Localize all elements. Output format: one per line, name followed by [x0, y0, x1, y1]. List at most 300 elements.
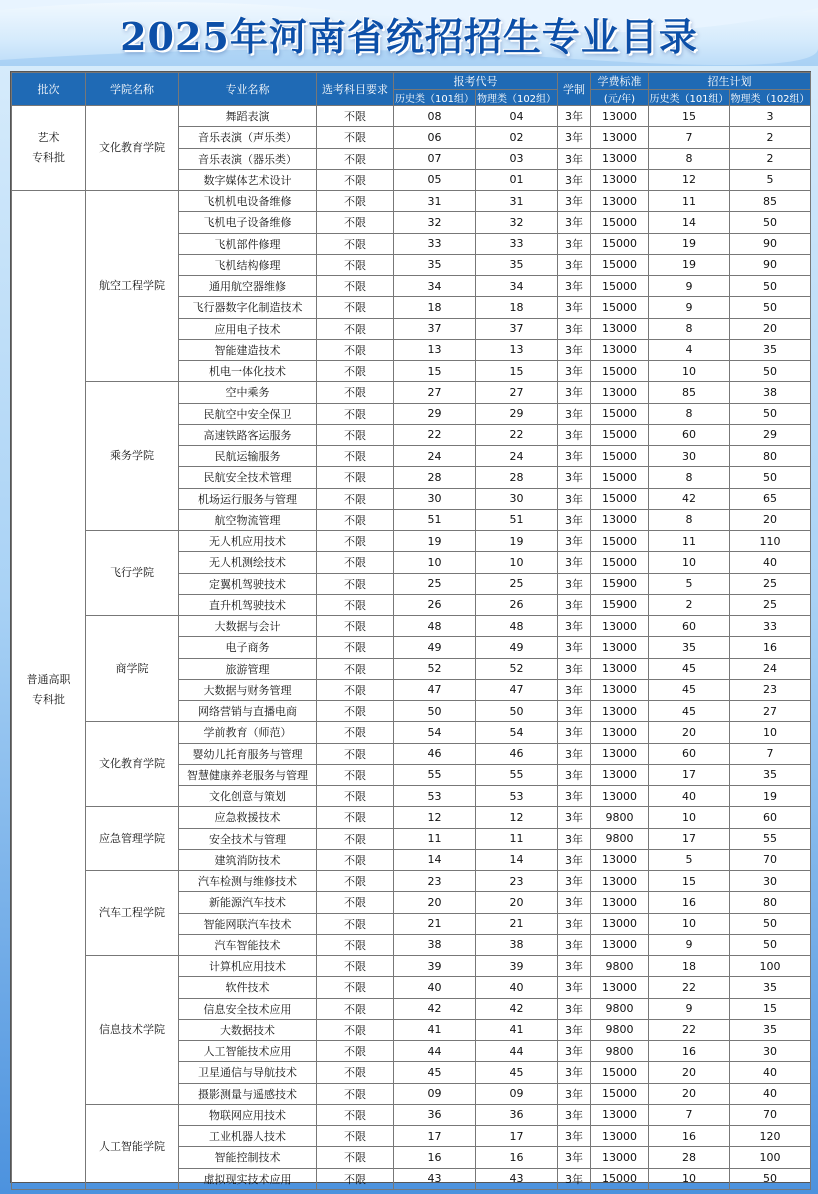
header-code-physics: 物理类（102组）	[476, 90, 558, 106]
duration-cell: 3年	[558, 658, 591, 679]
plan-history-cell: 45	[649, 658, 730, 679]
plan-physics-cell: 15	[730, 998, 811, 1019]
subject-requirement-cell: 不限	[317, 191, 394, 212]
table-header	[12, 73, 811, 106]
code-physics-cell: 45	[476, 1062, 558, 1083]
table-row	[12, 1104, 811, 1125]
header-plan-physics: 物理类（102组）	[730, 90, 811, 106]
plan-history-cell: 14	[649, 212, 730, 233]
plan-physics-cell: 5	[730, 169, 811, 190]
plan-history-cell: 20	[649, 1062, 730, 1083]
plan-history-cell: 60	[649, 743, 730, 764]
subject-requirement-cell: 不限	[317, 318, 394, 339]
plan-physics-cell: 2	[730, 127, 811, 148]
plan-history-cell: 19	[649, 254, 730, 275]
table-row	[12, 871, 811, 892]
duration-cell: 3年	[558, 1041, 591, 1062]
duration-cell: 3年	[558, 679, 591, 700]
code-history-cell: 37	[394, 318, 476, 339]
tuition-cell: 9800	[591, 956, 649, 977]
code-physics-cell: 17	[476, 1126, 558, 1147]
code-history-cell: 09	[394, 1083, 476, 1104]
code-history-cell: 16	[394, 1147, 476, 1168]
code-history-cell: 46	[394, 743, 476, 764]
plan-physics-cell: 25	[730, 594, 811, 615]
duration-cell: 3年	[558, 106, 591, 127]
plan-physics-cell: 33	[730, 616, 811, 637]
duration-cell: 3年	[558, 594, 591, 615]
duration-cell: 3年	[558, 233, 591, 254]
duration-cell: 3年	[558, 148, 591, 169]
major-name-cell: 通用航空器维修	[179, 276, 317, 297]
code-history-cell: 28	[394, 467, 476, 488]
code-history-cell: 30	[394, 488, 476, 509]
code-physics-cell: 39	[476, 956, 558, 977]
code-physics-cell: 46	[476, 743, 558, 764]
code-history-cell: 29	[394, 403, 476, 424]
code-history-cell: 32	[394, 212, 476, 233]
subject-requirement-cell: 不限	[317, 1147, 394, 1168]
admission-catalog-table	[10, 71, 811, 1186]
tuition-cell: 13000	[591, 1126, 649, 1147]
duration-cell: 3年	[558, 573, 591, 594]
duration-cell: 3年	[558, 254, 591, 275]
plan-physics-cell: 50	[730, 934, 811, 955]
tuition-cell: 9800	[591, 998, 649, 1019]
tuition-cell: 9800	[591, 807, 649, 828]
subject-requirement-cell: 不限	[317, 488, 394, 509]
duration-cell: 3年	[558, 828, 591, 849]
plan-physics-cell: 85	[730, 191, 811, 212]
major-name-cell: 智能网联汽车技术	[179, 913, 317, 934]
plan-physics-cell: 16	[730, 637, 811, 658]
batch-cell	[12, 106, 86, 191]
subject-requirement-cell: 不限	[317, 106, 394, 127]
code-history-cell: 23	[394, 871, 476, 892]
major-name-cell: 网络营销与直播电商	[179, 701, 317, 722]
plan-history-cell: 9	[649, 934, 730, 955]
code-history-cell: 47	[394, 679, 476, 700]
header-major: 专业名称	[179, 73, 317, 106]
duration-cell: 3年	[558, 424, 591, 445]
batch-cell	[12, 191, 86, 1190]
major-name-cell: 智慧健康养老服务与管理	[179, 764, 317, 785]
plan-physics-cell: 120	[730, 1126, 811, 1147]
tuition-cell: 13000	[591, 892, 649, 913]
subject-requirement-cell: 不限	[317, 998, 394, 1019]
major-name-cell: 舞蹈表演	[179, 106, 317, 127]
code-physics-cell: 53	[476, 786, 558, 807]
plan-physics-cell: 110	[730, 531, 811, 552]
subject-requirement-cell: 不限	[317, 807, 394, 828]
duration-cell: 3年	[558, 1083, 591, 1104]
college-name-cell: 信息技术学院	[86, 956, 179, 1105]
table-row	[12, 807, 811, 828]
plan-history-cell: 2	[649, 594, 730, 615]
code-physics-cell: 43	[476, 1168, 558, 1189]
plan-history-cell: 18	[649, 956, 730, 977]
subject-requirement-cell: 不限	[317, 956, 394, 977]
duration-cell: 3年	[558, 276, 591, 297]
plan-physics-cell: 23	[730, 679, 811, 700]
duration-cell: 3年	[558, 127, 591, 148]
code-physics-cell: 32	[476, 212, 558, 233]
major-name-cell: 航空物流管理	[179, 509, 317, 530]
tuition-cell: 15000	[591, 1062, 649, 1083]
batch-label: 专科批	[32, 692, 65, 706]
major-name-cell: 大数据与会计	[179, 616, 317, 637]
plan-history-cell: 40	[649, 786, 730, 807]
major-name-cell: 智能建造技术	[179, 339, 317, 360]
code-history-cell: 51	[394, 509, 476, 530]
plan-physics-cell: 19	[730, 786, 811, 807]
code-physics-cell: 14	[476, 849, 558, 870]
table-row	[12, 956, 811, 977]
plan-history-cell: 60	[649, 616, 730, 637]
code-history-cell: 31	[394, 191, 476, 212]
plan-history-cell: 20	[649, 1083, 730, 1104]
plan-physics-cell: 70	[730, 849, 811, 870]
header-college: 学院名称	[86, 73, 179, 106]
tuition-cell: 15000	[591, 467, 649, 488]
code-physics-cell: 15	[476, 361, 558, 382]
duration-cell: 3年	[558, 361, 591, 382]
tuition-cell: 15900	[591, 573, 649, 594]
duration-cell: 3年	[558, 786, 591, 807]
major-name-cell: 软件技术	[179, 977, 317, 998]
tuition-cell: 13000	[591, 764, 649, 785]
duration-cell: 3年	[558, 1062, 591, 1083]
header-batch: 批次	[12, 73, 86, 106]
header-tuition: 学费标准	[591, 73, 649, 90]
table-row	[12, 722, 811, 743]
plan-history-cell: 8	[649, 148, 730, 169]
subject-requirement-cell: 不限	[317, 1126, 394, 1147]
major-name-cell: 人工智能技术应用	[179, 1041, 317, 1062]
major-name-cell: 安全技术与管理	[179, 828, 317, 849]
plan-history-cell: 17	[649, 828, 730, 849]
code-history-cell: 55	[394, 764, 476, 785]
plan-physics-cell: 30	[730, 1041, 811, 1062]
plan-history-cell: 28	[649, 1147, 730, 1168]
code-physics-cell: 47	[476, 679, 558, 700]
plan-physics-cell: 25	[730, 573, 811, 594]
tuition-cell: 13000	[591, 658, 649, 679]
plan-history-cell: 12	[649, 169, 730, 190]
subject-requirement-cell: 不限	[317, 169, 394, 190]
duration-cell: 3年	[558, 1126, 591, 1147]
major-name-cell: 定翼机驾驶技术	[179, 573, 317, 594]
plan-physics-cell: 50	[730, 361, 811, 382]
major-name-cell: 电子商务	[179, 637, 317, 658]
plan-physics-cell: 80	[730, 446, 811, 467]
subject-requirement-cell: 不限	[317, 573, 394, 594]
plan-physics-cell: 10	[730, 722, 811, 743]
plan-physics-cell: 60	[730, 807, 811, 828]
plan-physics-cell: 20	[730, 318, 811, 339]
major-name-cell: 新能源汽车技术	[179, 892, 317, 913]
duration-cell: 3年	[558, 998, 591, 1019]
code-history-cell: 21	[394, 913, 476, 934]
major-name-cell: 大数据技术	[179, 1019, 317, 1040]
duration-cell: 3年	[558, 913, 591, 934]
duration-cell: 3年	[558, 934, 591, 955]
plan-physics-cell: 50	[730, 403, 811, 424]
code-history-cell: 33	[394, 233, 476, 254]
college-name-cell: 文化教育学院	[86, 722, 179, 807]
plan-physics-cell: 35	[730, 977, 811, 998]
plan-physics-cell: 40	[730, 552, 811, 573]
code-physics-cell: 40	[476, 977, 558, 998]
subject-requirement-cell: 不限	[317, 276, 394, 297]
tuition-cell: 15000	[591, 233, 649, 254]
code-physics-cell: 42	[476, 998, 558, 1019]
major-name-cell: 信息安全技术应用	[179, 998, 317, 1019]
subject-requirement-cell: 不限	[317, 531, 394, 552]
duration-cell: 3年	[558, 743, 591, 764]
code-physics-cell: 41	[476, 1019, 558, 1040]
code-physics-cell: 10	[476, 552, 558, 573]
tuition-cell: 15000	[591, 403, 649, 424]
tuition-cell: 15900	[591, 594, 649, 615]
duration-cell: 3年	[558, 509, 591, 530]
duration-cell: 3年	[558, 807, 591, 828]
subject-requirement-cell: 不限	[317, 616, 394, 637]
college-name-cell: 人工智能学院	[86, 1104, 179, 1189]
major-name-cell: 飞机结构修理	[179, 254, 317, 275]
college-name-cell: 应急管理学院	[86, 807, 179, 871]
code-physics-cell: 50	[476, 701, 558, 722]
duration-cell: 3年	[558, 1019, 591, 1040]
code-physics-cell: 20	[476, 892, 558, 913]
college-name-cell: 汽车工程学院	[86, 871, 179, 956]
plan-physics-cell: 29	[730, 424, 811, 445]
plan-history-cell: 10	[649, 552, 730, 573]
plan-physics-cell: 35	[730, 764, 811, 785]
duration-cell: 3年	[558, 849, 591, 870]
code-physics-cell: 01	[476, 169, 558, 190]
subject-requirement-cell: 不限	[317, 1019, 394, 1040]
plan-physics-cell: 7	[730, 743, 811, 764]
subject-requirement-cell: 不限	[317, 509, 394, 530]
tuition-cell: 13000	[591, 191, 649, 212]
plan-physics-cell: 50	[730, 913, 811, 934]
tuition-cell: 13000	[591, 616, 649, 637]
code-history-cell: 27	[394, 382, 476, 403]
plan-history-cell: 16	[649, 892, 730, 913]
duration-cell: 3年	[558, 892, 591, 913]
code-history-cell: 40	[394, 977, 476, 998]
college-name-cell: 飞行学院	[86, 531, 179, 616]
plan-history-cell: 11	[649, 531, 730, 552]
subject-requirement-cell: 不限	[317, 658, 394, 679]
title-banner	[0, 0, 818, 66]
plan-history-cell: 15	[649, 106, 730, 127]
plan-physics-cell: 38	[730, 382, 811, 403]
subject-requirement-cell: 不限	[317, 934, 394, 955]
header-duration: 学制	[558, 73, 591, 106]
plan-history-cell: 16	[649, 1041, 730, 1062]
code-physics-cell: 31	[476, 191, 558, 212]
code-physics-cell: 25	[476, 573, 558, 594]
subject-requirement-cell: 不限	[317, 828, 394, 849]
college-name-cell: 文化教育学院	[86, 106, 179, 191]
plan-history-cell: 16	[649, 1126, 730, 1147]
code-physics-cell: 23	[476, 871, 558, 892]
plan-history-cell: 10	[649, 361, 730, 382]
college-name-cell: 商学院	[86, 616, 179, 722]
subject-requirement-cell: 不限	[317, 127, 394, 148]
header-exam-code: 报考代号	[394, 73, 558, 90]
tuition-cell: 13000	[591, 509, 649, 530]
plan-physics-cell: 30	[730, 871, 811, 892]
code-physics-cell: 03	[476, 148, 558, 169]
tuition-cell: 15000	[591, 552, 649, 573]
plan-physics-cell: 50	[730, 467, 811, 488]
duration-cell: 3年	[558, 1104, 591, 1125]
major-name-cell: 无人机应用技术	[179, 531, 317, 552]
code-physics-cell: 04	[476, 106, 558, 127]
plan-physics-cell: 90	[730, 233, 811, 254]
code-physics-cell: 24	[476, 446, 558, 467]
major-name-cell: 旅游管理	[179, 658, 317, 679]
major-name-cell: 飞机机电设备维修	[179, 191, 317, 212]
major-name-cell: 卫星通信与导航技术	[179, 1062, 317, 1083]
plan-history-cell: 8	[649, 509, 730, 530]
code-history-cell: 18	[394, 297, 476, 318]
code-history-cell: 54	[394, 722, 476, 743]
duration-cell: 3年	[558, 403, 591, 424]
plan-physics-cell: 35	[730, 339, 811, 360]
code-history-cell: 44	[394, 1041, 476, 1062]
plan-history-cell: 22	[649, 977, 730, 998]
plan-history-cell: 20	[649, 722, 730, 743]
major-name-cell: 机电一体化技术	[179, 361, 317, 382]
tuition-cell: 9800	[591, 828, 649, 849]
code-history-cell: 24	[394, 446, 476, 467]
plan-physics-cell: 35	[730, 1019, 811, 1040]
code-physics-cell: 11	[476, 828, 558, 849]
plan-history-cell: 15	[649, 871, 730, 892]
major-name-cell: 计算机应用技术	[179, 956, 317, 977]
duration-cell: 3年	[558, 616, 591, 637]
batch-label: 普通高职	[26, 672, 71, 686]
subject-requirement-cell: 不限	[317, 913, 394, 934]
plan-history-cell: 30	[649, 446, 730, 467]
code-physics-cell: 18	[476, 297, 558, 318]
code-physics-cell: 02	[476, 127, 558, 148]
tuition-cell: 13000	[591, 169, 649, 190]
major-name-cell: 直升机驾驶技术	[179, 594, 317, 615]
subject-requirement-cell: 不限	[317, 849, 394, 870]
subject-requirement-cell: 不限	[317, 148, 394, 169]
plan-physics-cell: 100	[730, 1147, 811, 1168]
duration-cell: 3年	[558, 552, 591, 573]
code-history-cell: 15	[394, 361, 476, 382]
duration-cell: 3年	[558, 722, 591, 743]
table-row	[12, 191, 811, 212]
major-name-cell: 飞机电子设备维修	[179, 212, 317, 233]
tuition-cell: 13000	[591, 786, 649, 807]
plan-physics-cell: 70	[730, 1104, 811, 1125]
subject-requirement-cell: 不限	[317, 764, 394, 785]
subject-requirement-cell: 不限	[317, 233, 394, 254]
tuition-cell: 13000	[591, 679, 649, 700]
table-row	[12, 531, 811, 552]
plan-physics-cell: 50	[730, 1168, 811, 1189]
duration-cell: 3年	[558, 212, 591, 233]
tuition-cell: 15000	[591, 1168, 649, 1189]
code-physics-cell: 35	[476, 254, 558, 275]
code-physics-cell: 37	[476, 318, 558, 339]
major-name-cell: 高速铁路客运服务	[179, 424, 317, 445]
tuition-cell: 13000	[591, 318, 649, 339]
code-physics-cell: 13	[476, 339, 558, 360]
duration-cell: 3年	[558, 977, 591, 998]
plan-physics-cell: 40	[730, 1083, 811, 1104]
code-history-cell: 42	[394, 998, 476, 1019]
duration-cell: 3年	[558, 297, 591, 318]
duration-cell: 3年	[558, 446, 591, 467]
plan-physics-cell: 40	[730, 1062, 811, 1083]
subject-requirement-cell: 不限	[317, 1104, 394, 1125]
duration-cell: 3年	[558, 318, 591, 339]
tuition-cell: 9800	[591, 1019, 649, 1040]
code-history-cell: 06	[394, 127, 476, 148]
code-history-cell: 19	[394, 531, 476, 552]
tuition-cell: 13000	[591, 977, 649, 998]
header-tuition-unit: (元/年)	[591, 90, 649, 106]
plan-history-cell: 11	[649, 191, 730, 212]
subject-requirement-cell: 不限	[317, 403, 394, 424]
plan-history-cell: 4	[649, 339, 730, 360]
major-name-cell: 音乐表演（器乐类）	[179, 148, 317, 169]
subject-requirement-cell: 不限	[317, 1062, 394, 1083]
plan-physics-cell: 100	[730, 956, 811, 977]
header-subject-requirement: 选考科目要求	[317, 73, 394, 106]
plan-history-cell: 22	[649, 1019, 730, 1040]
plan-physics-cell: 24	[730, 658, 811, 679]
plan-physics-cell: 80	[730, 892, 811, 913]
code-physics-cell: 55	[476, 764, 558, 785]
code-history-cell: 45	[394, 1062, 476, 1083]
subject-requirement-cell: 不限	[317, 1041, 394, 1062]
plan-physics-cell: 65	[730, 488, 811, 509]
tuition-cell: 13000	[591, 148, 649, 169]
tuition-cell: 15000	[591, 361, 649, 382]
major-name-cell: 汽车检测与维修技术	[179, 871, 317, 892]
major-name-cell: 数字媒体艺术设计	[179, 169, 317, 190]
code-history-cell: 12	[394, 807, 476, 828]
plan-physics-cell: 27	[730, 701, 811, 722]
plan-history-cell: 45	[649, 679, 730, 700]
code-physics-cell: 28	[476, 467, 558, 488]
duration-cell: 3年	[558, 169, 591, 190]
tuition-cell: 15000	[591, 488, 649, 509]
tuition-cell: 13000	[591, 849, 649, 870]
code-history-cell: 20	[394, 892, 476, 913]
subject-requirement-cell: 不限	[317, 722, 394, 743]
tuition-cell: 13000	[591, 382, 649, 403]
subject-requirement-cell: 不限	[317, 892, 394, 913]
plan-history-cell: 9	[649, 297, 730, 318]
plan-history-cell: 42	[649, 488, 730, 509]
duration-cell: 3年	[558, 531, 591, 552]
tuition-cell: 13000	[591, 1104, 649, 1125]
major-name-cell: 智能控制技术	[179, 1147, 317, 1168]
major-name-cell: 婴幼儿托育服务与管理	[179, 743, 317, 764]
subject-requirement-cell: 不限	[317, 637, 394, 658]
